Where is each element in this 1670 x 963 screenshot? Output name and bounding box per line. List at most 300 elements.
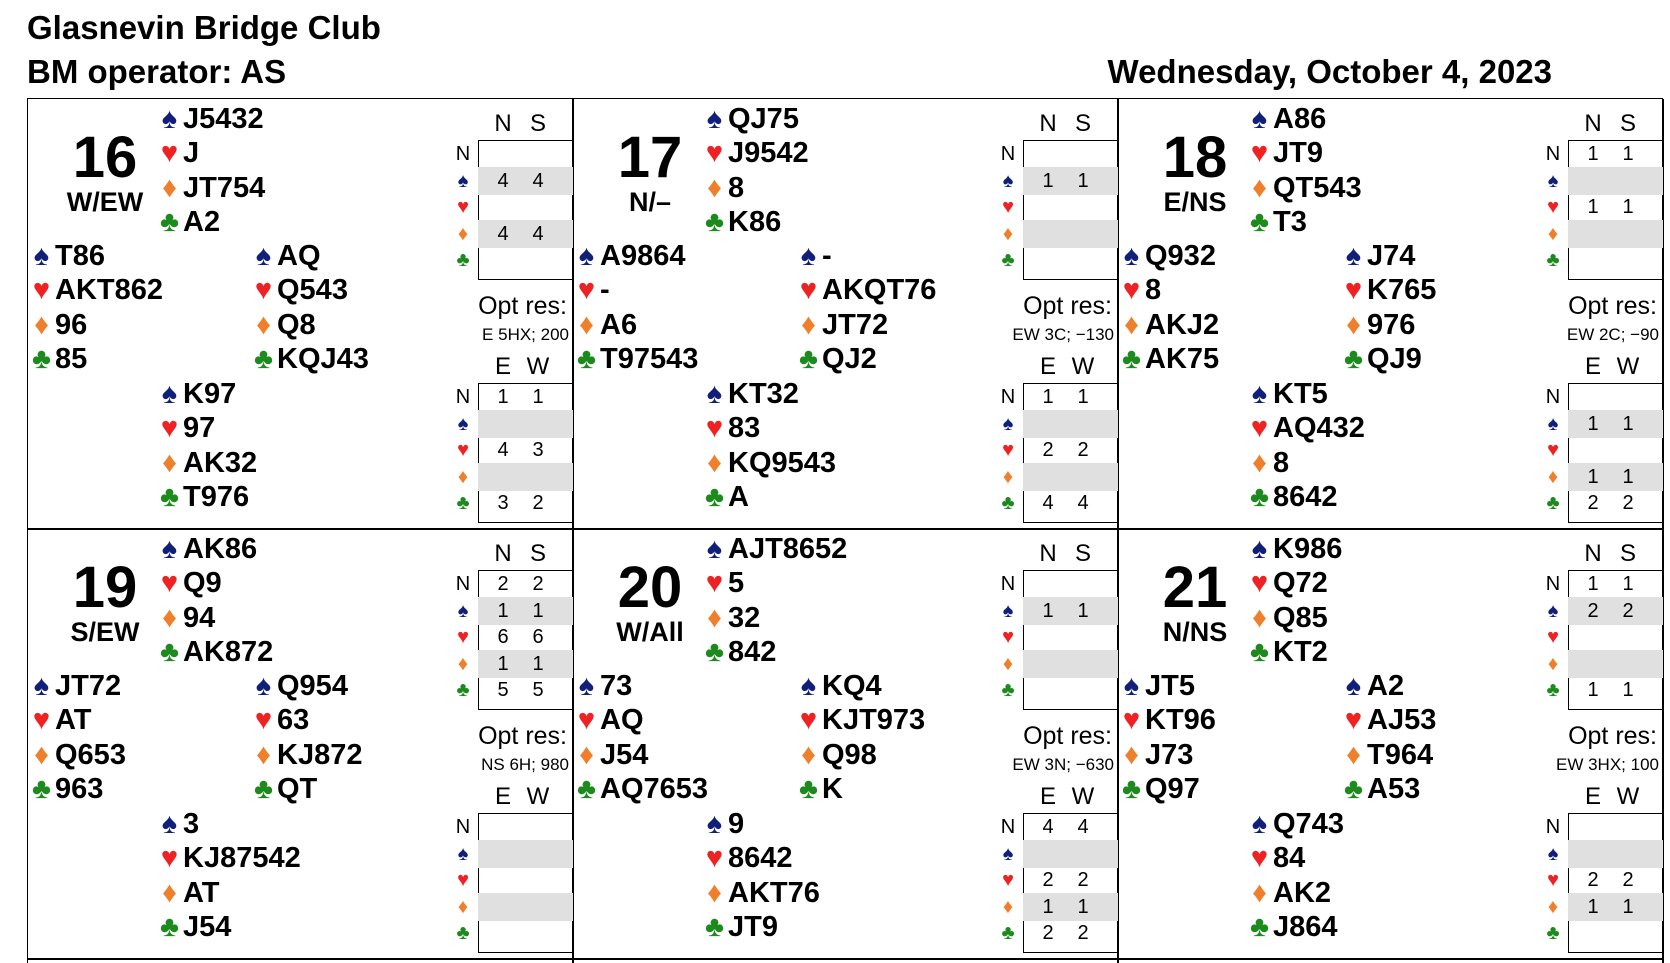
hand-line: [156, 635, 273, 669]
dd-row: [998, 193, 1118, 221]
opt-result-value: E 5HX; 200: [482, 325, 569, 344]
diamond-icon: ♦: [162, 446, 177, 479]
dd-value: 1: [1622, 573, 1634, 595]
dd-row-shade: [478, 410, 573, 438]
suit-cards: T3: [1273, 205, 1307, 238]
hand-line: [701, 205, 809, 239]
spade-icon: ♠: [457, 412, 469, 435]
dd-value: 2: [1622, 492, 1634, 514]
hand-line: [573, 669, 708, 703]
opt-result-value: EW 3N; −630: [1012, 755, 1114, 774]
diamond-icon: ♦: [162, 171, 177, 204]
dd-row-shade: [1023, 650, 1118, 678]
dd-value: 6: [497, 626, 509, 648]
dd-value: 1: [532, 386, 544, 408]
dd-row-shade: [1568, 220, 1663, 248]
spade-icon: ♠: [161, 103, 178, 135]
suit-cards: J74: [1367, 240, 1416, 272]
suit-cards: K: [822, 772, 843, 805]
club-icon: ♣: [704, 635, 725, 668]
suit-cards: AT: [55, 704, 92, 737]
diamond-icon: ♦: [457, 465, 469, 488]
heart-icon: ♥: [1250, 137, 1269, 170]
dd-col-w: W: [1071, 783, 1095, 810]
dd-value: 1: [1042, 599, 1054, 622]
spade-icon: ♠: [1547, 169, 1559, 192]
board-19: [28, 529, 573, 959]
heart-icon: ♥: [1002, 439, 1014, 461]
hand-line: [250, 772, 362, 806]
hand-line: [573, 273, 698, 307]
heart-icon: ♥: [160, 137, 179, 170]
hand-north: [1246, 102, 1362, 239]
heart-icon: ♥: [1250, 567, 1269, 600]
dd-value: 3: [532, 439, 544, 461]
dd-value: 1: [497, 599, 509, 622]
hand-line: [156, 876, 301, 910]
dealer-vulnerability: W/EW: [66, 187, 144, 217]
hand-line: [1246, 601, 1342, 635]
spade-icon: ♠: [706, 378, 723, 410]
hand-north: [1246, 532, 1342, 669]
dd-row-shade: [1023, 410, 1118, 438]
dd-row: [998, 410, 1118, 438]
spade-icon: ♠: [161, 533, 178, 565]
suit-cards: K86: [728, 205, 782, 238]
hand-line: [1340, 308, 1436, 342]
heart-icon: ♥: [577, 704, 596, 737]
dealer-vulnerability: W/All: [616, 617, 684, 647]
dd-row-shade: [478, 463, 573, 491]
hand-line: [156, 566, 273, 600]
dd-row: [998, 383, 1118, 411]
dd-row: [998, 246, 1118, 274]
dd-value: 4: [1077, 492, 1089, 514]
dd-row: [453, 893, 573, 921]
hand-line: [701, 480, 836, 514]
dd-row: [998, 436, 1118, 464]
dd-row: [998, 650, 1118, 678]
hand-line: [1246, 446, 1365, 480]
spade-icon: ♠: [706, 533, 723, 565]
dd-row-label: N: [1000, 816, 1016, 838]
hand-line: [156, 102, 265, 136]
board-17: [573, 99, 1118, 529]
hand-line: [701, 532, 847, 566]
dd-value: 1: [1587, 895, 1599, 918]
hand-line: [28, 669, 126, 703]
dd-col-n: N: [1584, 110, 1602, 137]
spade-icon: ♠: [1251, 808, 1268, 840]
opt-result-label: Opt res:: [478, 292, 567, 320]
hand-west: [1118, 239, 1219, 376]
suit-cards: AJT8652: [728, 533, 848, 565]
dd-row: [998, 866, 1118, 894]
board-grid: [27, 98, 1663, 963]
spade-icon: ♠: [800, 240, 817, 272]
suit-cards: Q543: [277, 274, 348, 307]
hand-east: [795, 669, 925, 806]
diamond-icon: ♦: [162, 601, 177, 634]
hand-line: [156, 205, 265, 239]
hand-line: [701, 377, 836, 411]
dd-value: 4: [1042, 492, 1054, 514]
dd-value: 4: [497, 439, 509, 461]
diamond-icon: ♦: [256, 738, 271, 771]
heart-icon: ♥: [705, 842, 724, 875]
hand-line: [701, 841, 820, 875]
dd-row: [1543, 813, 1663, 841]
dd-value: 2: [1587, 492, 1599, 514]
hand-line: [28, 703, 126, 737]
dd-value: 1: [1042, 895, 1054, 918]
hand-line: [156, 446, 257, 480]
spade-icon: ♠: [1002, 842, 1014, 865]
suit-cards: A2: [1367, 670, 1405, 702]
heart-icon: ♥: [705, 412, 724, 445]
dd-col-w: W: [526, 353, 550, 380]
dd-row: [1543, 436, 1663, 464]
suit-cards: J54: [183, 910, 232, 943]
hand-north: [701, 102, 809, 239]
dd-value: 1: [1587, 196, 1599, 218]
hand-line: [1118, 342, 1219, 376]
hand-line: [1340, 273, 1436, 307]
hand-line: [156, 411, 257, 445]
dd-value: 5: [532, 679, 544, 701]
suit-cards: 963: [55, 772, 104, 805]
hand-line: [156, 601, 273, 635]
heart-icon: ♥: [577, 274, 596, 307]
hand-line: [156, 841, 301, 875]
hand-line: [156, 136, 265, 170]
club-icon: ♣: [704, 205, 725, 238]
dd-row: [1543, 167, 1663, 195]
dd-value: 1: [1077, 169, 1089, 192]
suit-cards: AK872: [183, 635, 274, 668]
dd-col-w: W: [1616, 353, 1640, 380]
spade-icon: ♠: [255, 240, 272, 272]
dd-value: 1: [1622, 143, 1634, 165]
suit-cards: -: [822, 240, 832, 272]
dd-col-s: S: [529, 540, 546, 567]
suit-cards: 8: [1273, 446, 1290, 479]
club-icon: ♣: [159, 480, 180, 513]
spade-icon: ♠: [457, 599, 469, 622]
dd-row: [1543, 919, 1663, 947]
hand-line: [1118, 308, 1219, 342]
heart-icon: ♥: [457, 439, 469, 461]
dd-row: [998, 463, 1118, 491]
dd-value: 1: [1587, 412, 1599, 435]
spade-icon: ♠: [1002, 169, 1014, 192]
spade-icon: ♠: [255, 670, 272, 702]
dd-row: [453, 140, 573, 168]
dd-row-shade: [478, 893, 573, 921]
suit-cards: 5: [728, 567, 745, 600]
diamond-icon: ♦: [457, 652, 469, 675]
diamond-icon: ♦: [1252, 876, 1267, 909]
suit-cards: 3: [183, 808, 200, 840]
heart-icon: ♥: [1250, 842, 1269, 875]
suit-cards: AKJ2: [1145, 308, 1220, 341]
dd-value: 2: [1042, 922, 1054, 944]
dd-value: 1: [1622, 895, 1634, 918]
club-icon: ♣: [1249, 205, 1270, 238]
hand-south: [701, 377, 836, 514]
club-icon: ♣: [456, 492, 470, 514]
opt-result-value: EW 3HX; 100: [1556, 755, 1659, 774]
dd-row-label: N: [1545, 386, 1561, 408]
diamond-icon: ♦: [1124, 738, 1139, 771]
spade-icon: ♠: [706, 808, 723, 840]
spade-icon: ♠: [1002, 412, 1014, 435]
suit-cards: JT72: [822, 308, 889, 341]
opt-result-label: Opt res:: [1568, 722, 1657, 750]
board-18: [1118, 99, 1663, 529]
dd-row: [453, 597, 573, 625]
hand-line: [701, 910, 820, 944]
hand-line: [1246, 910, 1344, 944]
suit-cards: 976: [1367, 308, 1416, 341]
club-icon: ♣: [159, 910, 180, 943]
hand-line: [250, 703, 362, 737]
heart-icon: ♥: [1344, 274, 1363, 307]
hand-west: [28, 669, 126, 806]
diamond-icon: ♦: [256, 308, 271, 341]
dd-row-shade: [1023, 840, 1118, 868]
dd-value: 2: [497, 573, 509, 595]
hand-line: [701, 446, 836, 480]
club-icon: ♣: [1001, 922, 1015, 944]
dd-row-shade: [478, 840, 573, 868]
hand-line: [250, 738, 362, 772]
dd-row: [998, 140, 1118, 168]
dd-col-n: N: [494, 110, 512, 137]
dd-value: 1: [497, 652, 509, 675]
hand-north: [156, 102, 265, 239]
diamond-icon: ♦: [1547, 895, 1559, 918]
diamond-icon: ♦: [707, 446, 722, 479]
hand-line: [795, 703, 925, 737]
dd-row: [1543, 866, 1663, 894]
spade-icon: ♠: [161, 378, 178, 410]
club-icon: ♣: [159, 205, 180, 238]
board-number: 16: [72, 125, 138, 190]
board-number: 18: [1162, 125, 1228, 190]
club-icon: ♣: [1546, 249, 1560, 271]
spade-icon: ♠: [1251, 378, 1268, 410]
dd-table-ns: [998, 540, 1118, 701]
heart-icon: ♥: [1250, 412, 1269, 445]
dd-value: 4: [497, 169, 509, 192]
club-icon: ♣: [1249, 480, 1270, 513]
suit-cards: KT5: [1273, 378, 1328, 410]
diamond-icon: ♦: [457, 222, 469, 245]
suit-cards: 842: [728, 635, 777, 668]
hand-line: [1246, 635, 1342, 669]
heart-icon: ♥: [254, 704, 273, 737]
dd-row: [453, 623, 573, 651]
hand-west: [28, 239, 163, 376]
diamond-icon: ♦: [707, 601, 722, 634]
hand-line: [250, 239, 369, 273]
spade-icon: ♠: [1547, 599, 1559, 622]
dd-row: [998, 623, 1118, 651]
heart-icon: ♥: [1547, 869, 1559, 891]
dd-row: [1543, 676, 1663, 704]
board-20: [573, 529, 1118, 959]
dd-row: [453, 919, 573, 947]
suit-cards: QT543: [1273, 171, 1362, 204]
dd-value: 3: [497, 492, 509, 514]
diamond-icon: ♦: [1547, 222, 1559, 245]
suit-cards: AQ432: [1273, 412, 1365, 445]
dd-value: 1: [1587, 143, 1599, 165]
suit-cards: J73: [1145, 738, 1194, 771]
dd-row: [453, 220, 573, 248]
dealer-vulnerability: S/EW: [70, 617, 140, 647]
dd-table-ew: [998, 783, 1118, 944]
dd-value: 1: [1077, 895, 1089, 918]
suit-cards: K97: [183, 378, 237, 410]
hand-line: [1246, 532, 1342, 566]
suit-cards: KJ872: [277, 738, 363, 771]
suit-cards: Q743: [1273, 808, 1344, 840]
dd-row: [1543, 840, 1663, 868]
hand-line: [28, 273, 163, 307]
dd-col-s: S: [529, 110, 546, 137]
club-icon: ♣: [456, 679, 470, 701]
suit-cards: JT72: [55, 670, 122, 702]
dd-col-e: E: [1584, 353, 1601, 380]
suit-cards: A: [728, 480, 749, 513]
dd-value: 1: [1042, 169, 1054, 192]
hand-east: [250, 669, 362, 806]
dd-row: [998, 813, 1118, 841]
dd-value: 2: [1587, 869, 1599, 891]
diamond-icon: ♦: [1002, 222, 1014, 245]
heart-icon: ♥: [160, 567, 179, 600]
suit-cards: 8: [1145, 274, 1162, 307]
diamond-icon: ♦: [707, 171, 722, 204]
dd-row: [1543, 570, 1663, 598]
heart-icon: ♥: [160, 842, 179, 875]
dd-row: [998, 570, 1118, 598]
diamond-icon: ♦: [579, 308, 594, 341]
hand-line: [573, 239, 698, 273]
hand-north: [701, 532, 847, 669]
suit-cards: Q72: [1273, 567, 1328, 600]
heart-icon: ♥: [1122, 274, 1141, 307]
suit-cards: Q97: [1145, 772, 1200, 805]
suit-cards: JT9: [728, 910, 778, 943]
dd-row: [998, 220, 1118, 248]
suit-cards: J9542: [728, 137, 809, 170]
dd-col-s: S: [1074, 110, 1091, 137]
dealer-vulnerability: E/NS: [1163, 187, 1227, 217]
hand-line: [156, 171, 265, 205]
spade-icon: ♠: [1002, 599, 1014, 622]
hand-line: [701, 136, 809, 170]
suit-cards: A2: [183, 205, 221, 238]
hand-line: [795, 669, 925, 703]
dd-table-ew: [1543, 353, 1663, 514]
dd-value: 1: [497, 386, 509, 408]
hand-line: [701, 171, 809, 205]
dd-row-shade: [1568, 167, 1663, 195]
suit-cards: AK75: [1145, 342, 1220, 375]
dd-col-s: S: [1619, 110, 1636, 137]
dd-value: 1: [1622, 465, 1634, 488]
dd-table-ns: [453, 540, 573, 701]
hand-line: [1118, 738, 1216, 772]
suit-cards: Q653: [55, 738, 126, 771]
dd-row: [453, 676, 573, 704]
dd-value: 2: [532, 492, 544, 514]
suit-cards: QJ75: [728, 103, 799, 135]
suit-cards: AKQT76: [822, 274, 937, 307]
opt-result-label: Opt res:: [1023, 292, 1112, 320]
spade-icon: ♠: [161, 808, 178, 840]
diamond-icon: ♦: [1252, 446, 1267, 479]
diamond-icon: ♦: [1002, 895, 1014, 918]
dd-value: 2: [1077, 439, 1089, 461]
hand-line: [1246, 411, 1365, 445]
dd-row-label: N: [1545, 816, 1561, 838]
suit-cards: Q98: [822, 738, 877, 771]
heart-icon: ♥: [1547, 626, 1559, 648]
dd-row: [1543, 650, 1663, 678]
dd-value: 2: [1077, 869, 1089, 891]
suit-cards: KQJ43: [277, 342, 369, 375]
hand-line: [701, 807, 820, 841]
dd-value: 2: [1622, 599, 1634, 622]
dd-row-shade: [1568, 650, 1663, 678]
spade-icon: ♠: [1547, 842, 1559, 865]
suit-cards: A53: [1367, 772, 1421, 805]
suit-cards: QJ2: [822, 342, 877, 375]
dd-row: [998, 167, 1118, 195]
board-number: 17: [617, 125, 683, 190]
dd-row: [453, 866, 573, 894]
diamond-icon: ♦: [1002, 652, 1014, 675]
dd-value: 2: [532, 573, 544, 595]
suit-cards: AK86: [183, 533, 258, 565]
dd-col-w: W: [526, 783, 550, 810]
suit-cards: T86: [55, 240, 105, 272]
hand-line: [795, 772, 925, 806]
dd-row-label: N: [455, 573, 471, 595]
dd-value: 4: [532, 222, 544, 245]
hand-line: [1340, 342, 1436, 376]
dd-row: [453, 489, 573, 517]
hand-north: [156, 532, 273, 669]
club-icon: ♣: [1001, 249, 1015, 271]
club-icon: ♣: [1001, 492, 1015, 514]
club-icon: ♣: [31, 772, 52, 805]
dd-row: [453, 463, 573, 491]
diamond-icon: ♦: [1252, 601, 1267, 634]
hand-line: [1340, 738, 1436, 772]
dd-col-s: S: [1619, 540, 1636, 567]
hand-line: [1340, 772, 1436, 806]
hand-line: [250, 308, 369, 342]
diamond-icon: ♦: [162, 876, 177, 909]
hand-line: [1246, 876, 1344, 910]
hand-line: [701, 566, 847, 600]
diamond-icon: ♦: [801, 738, 816, 771]
